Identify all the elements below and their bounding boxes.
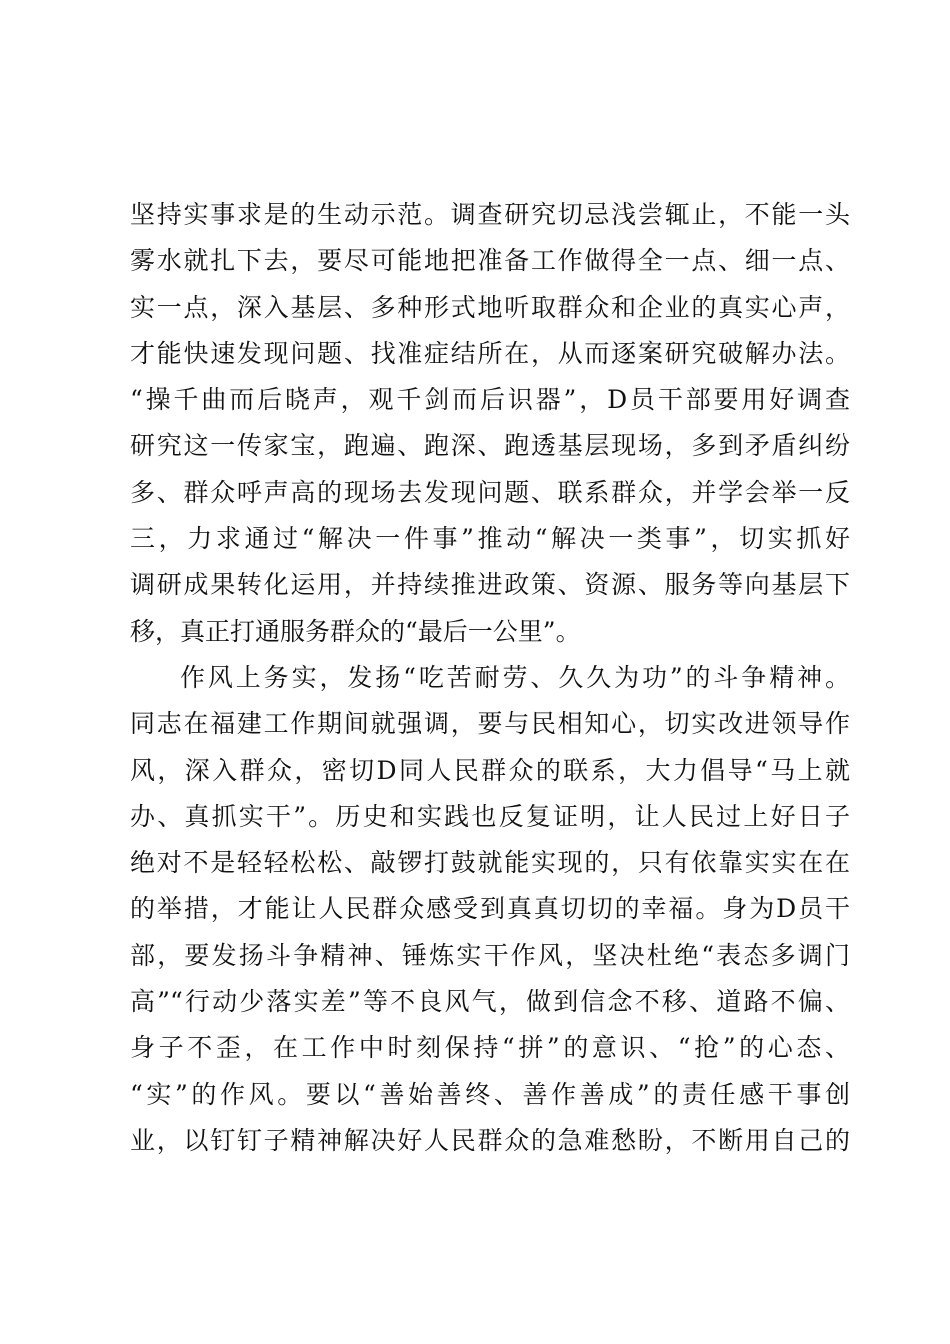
- text-line: 部，要发扬斗争精神、锤炼实干作风，坚决杜绝“表态多调门: [130, 940, 850, 970]
- text-line: 风，深入群众，密切D同人民群众的联系，大力倡导“马上就: [130, 755, 850, 785]
- text-line: 雾水就扎下去，要尽可能地把准备工作做得全一点、细一点、: [130, 246, 850, 276]
- text-line: 的举措，才能让人民群众感受到真真切切的幸福。身为D员干: [130, 894, 850, 924]
- body-text: [130, 192, 850, 1164]
- text-line: 调研成果转化运用，并持续推进政策、资源、服务等向基层下: [130, 570, 850, 600]
- text-line: 业，以钉钉子精神解决好人民群众的急难愁盼，不断用自己的: [130, 1125, 850, 1155]
- text-line: 多、群众呼声高的现场去发现问题、联系群众，并学会举一反: [130, 477, 850, 507]
- text-line: 高”“行动少落实差”等不良风气，做到信念不移、道路不偏、: [130, 987, 850, 1017]
- text-line: 办、真抓实干”。历史和实践也反复证明，让人民过上好日子: [130, 801, 850, 831]
- text-line: 研究这一传家宝，跑遍、跑深、跑透基层现场，多到矛盾纠纷: [130, 431, 850, 461]
- text-line: 才能快速发现问题、找准症结所在，从而逐案研究破解办法。: [130, 338, 850, 368]
- text-line: 绝对不是轻轻松松、敲锣打鼓就能实现的，只有依靠实实在在: [130, 848, 850, 878]
- text-line: 同志在福建工作期间就强调，要与民相知心，切实改进领导作: [130, 709, 850, 739]
- text-line: “实”的作风。要以“善始善终、善作善成”的责任感干事创: [130, 1079, 850, 1109]
- text-line: 三，力求通过“解决一件事”推动“解决一类事”，切实抓好: [130, 524, 850, 554]
- text-line: “操千曲而后晓声，观千剑而后识器”，D员干部要用好调查: [130, 385, 850, 415]
- text-line: 身子不歪，在工作中时刻保持“拼”的意识、“抢”的心态、: [130, 1033, 850, 1063]
- text-line: 移，真正打通服务群众的“最后一公里”。: [130, 616, 581, 646]
- text-line: 坚持实事求是的生动示范。调查研究切忌浅尝辄止，不能一头: [130, 200, 850, 229]
- text-line: 实一点，深入基层、多种形式地听取群众和企业的真实心声，: [130, 292, 850, 322]
- text-line: 作风上务实，发扬“吃苦耐劳、久久为功”的斗争精神。: [180, 662, 850, 692]
